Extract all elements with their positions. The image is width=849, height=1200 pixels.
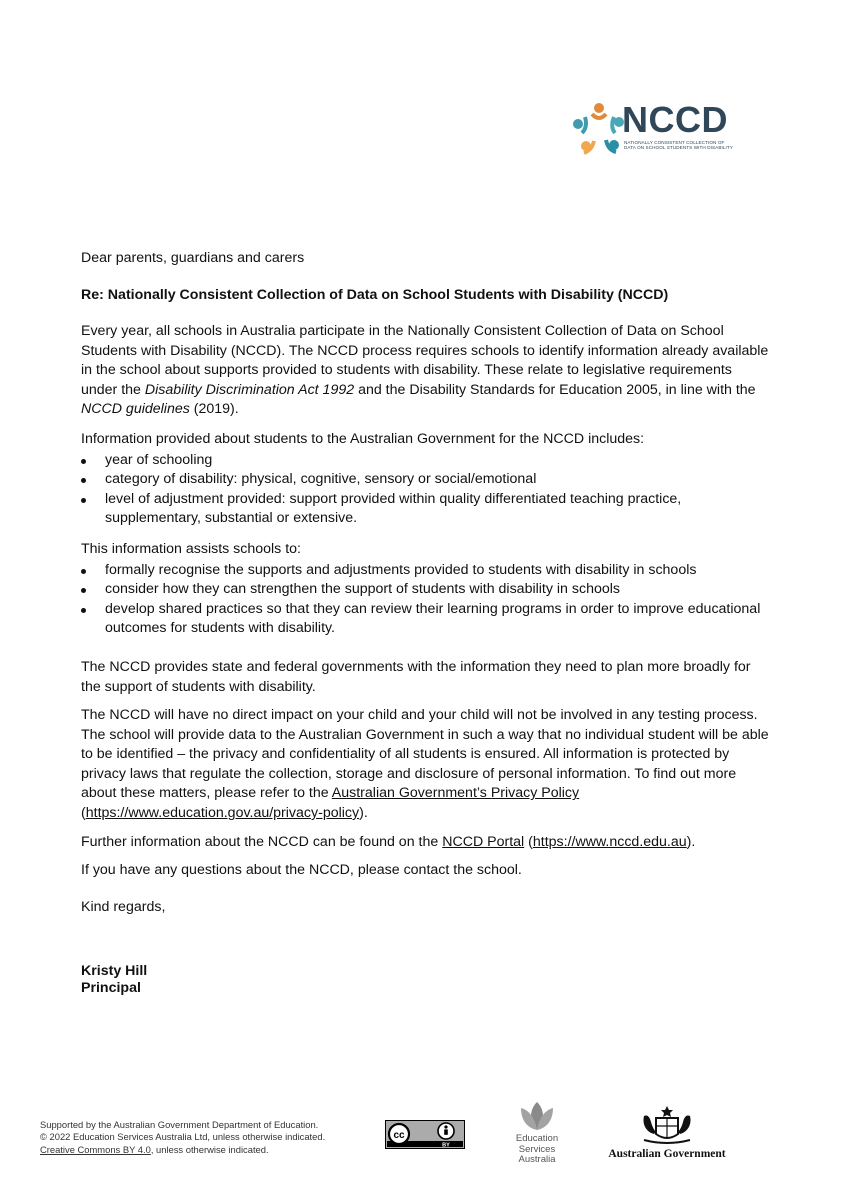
list-item: level of adjustment provided: support provided within quality differentiated teaching practice, supplementary, substantial or extensive.: [81, 490, 771, 529]
data-provided-intro: Information provided about students to the Australian Government for the NCCD includes:: [81, 431, 645, 447]
footer-notice: [40, 1119, 370, 1156]
nccd-people-ring-icon: [570, 100, 628, 158]
list-item: consider how they can strengthen the support of students with disability in schools: [81, 580, 771, 600]
australian-government-logo: [604, 1104, 730, 1164]
data-provided-section: [81, 430, 771, 529]
signatory-name: Kristy Hill: [81, 963, 148, 979]
assists-schools-intro: This information assists schools to:: [81, 541, 301, 557]
nccd-logo: [562, 96, 738, 160]
list-item: develop shared practices so that they can review their learning programs in order to improve educational outcomes for students with disability.: [81, 600, 771, 639]
privacy-policy-url-link[interactable]: https://www.education.gov.au/privacy-policy: [85, 804, 360, 821]
paragraph-portal: Further information about the NCCD can be found on the NCCD Portal (https://www.nccd.edu.au).: [81, 834, 696, 850]
paragraph-intro: Every year, all schools in Australia participate in the Nationally Consistent Collection of Data on School Students with Disability (NCCD). The NCCD process requires schools to identify information already available in the school about supports provided to students with disability. These relate to legislative requirements under the Disability Discrimination Act 1992 and the Disability Standards for Education 2005, in line with the NCCD guidelines (2019).: [81, 323, 769, 418]
footer-copyright-line: © 2022 Education Services Australia Ltd, unless otherwise indicated.: [40, 1131, 326, 1143]
license-link[interactable]: Creative Commons BY 4.0: [40, 1143, 151, 1155]
nccd-wordmark: NCCD: [622, 99, 728, 140]
assists-schools-section: [81, 540, 771, 639]
footer-support-line: Supported by the Australian Government Department of Education.: [40, 1119, 319, 1130]
australian-government-wordmark: Australian Government: [608, 1148, 726, 1160]
guidelines-title: NCCD guidelines: [81, 401, 190, 418]
closing: Kind regards,: [81, 899, 166, 915]
list-item: year of schooling: [81, 451, 771, 471]
signatory-title: Principal: [81, 980, 141, 996]
nccd-portal-url-link[interactable]: https://www.nccd.edu.au: [532, 834, 687, 850]
paragraph-contact: If you have any questions about the NCCD, please contact the school.: [81, 862, 522, 878]
subject-line: Re: Nationally Consistent Collection of Data on School Students with Disability (NCCD): [81, 287, 669, 303]
svg-text:BY: BY: [442, 1142, 450, 1149]
list-item: category of disability: physical, cognitive, sensory or social/emotional: [81, 470, 771, 490]
esa-flower-icon: [509, 1100, 565, 1134]
svg-text:cc: cc: [393, 1130, 405, 1141]
paragraph-privacy: The NCCD will have no direct impact on your child and your child will not be involved in any testing process. The school will provide data to the Australian Government in such a way that no individual student will be able to be identified – the privacy and confidentiality of all students is ensured. All information is protected by privacy laws that regulate the collection, storage and disclosure of personal information. To find out more about these matters, please refer to the Australian Government’s Privacy Policy (https://www.education.gov.au/privacy-policy).: [81, 707, 769, 821]
salutation: Dear parents, guardians and carers: [81, 250, 305, 266]
cc-by-badge[interactable]: [385, 1120, 465, 1149]
data-provided-list: [81, 451, 771, 529]
paragraph-governments: The NCCD provides state and federal governments with the information they need to plan more broadly for the support of students with disability.: [81, 659, 751, 695]
creative-commons-icon: [385, 1120, 465, 1149]
act-title: Disability Discrimination Act 1992: [144, 381, 355, 398]
signature-block: [81, 963, 771, 997]
nccd-portal-link[interactable]: NCCD Portal: [442, 834, 525, 850]
nccd-tagline: NATIONALLY CONSISTENT COLLECTION OF DATA ON SCHOOL STUDENTS WITH DISABILITY: [624, 140, 733, 151]
coat-of-arms-icon: [604, 1104, 730, 1148]
privacy-policy-link[interactable]: Australian Government’s Privacy Policy: [331, 785, 580, 802]
list-item: formally recognise the supports and adjustments provided to students with disability in schools: [81, 561, 771, 581]
assists-schools-list: [81, 561, 771, 639]
footer-license-line: Creative Commons BY 4.0, unless otherwise indicated.: [40, 1143, 269, 1155]
esa-logo: [509, 1100, 565, 1168]
esa-wordmark: Education Services Australia: [515, 1133, 559, 1165]
